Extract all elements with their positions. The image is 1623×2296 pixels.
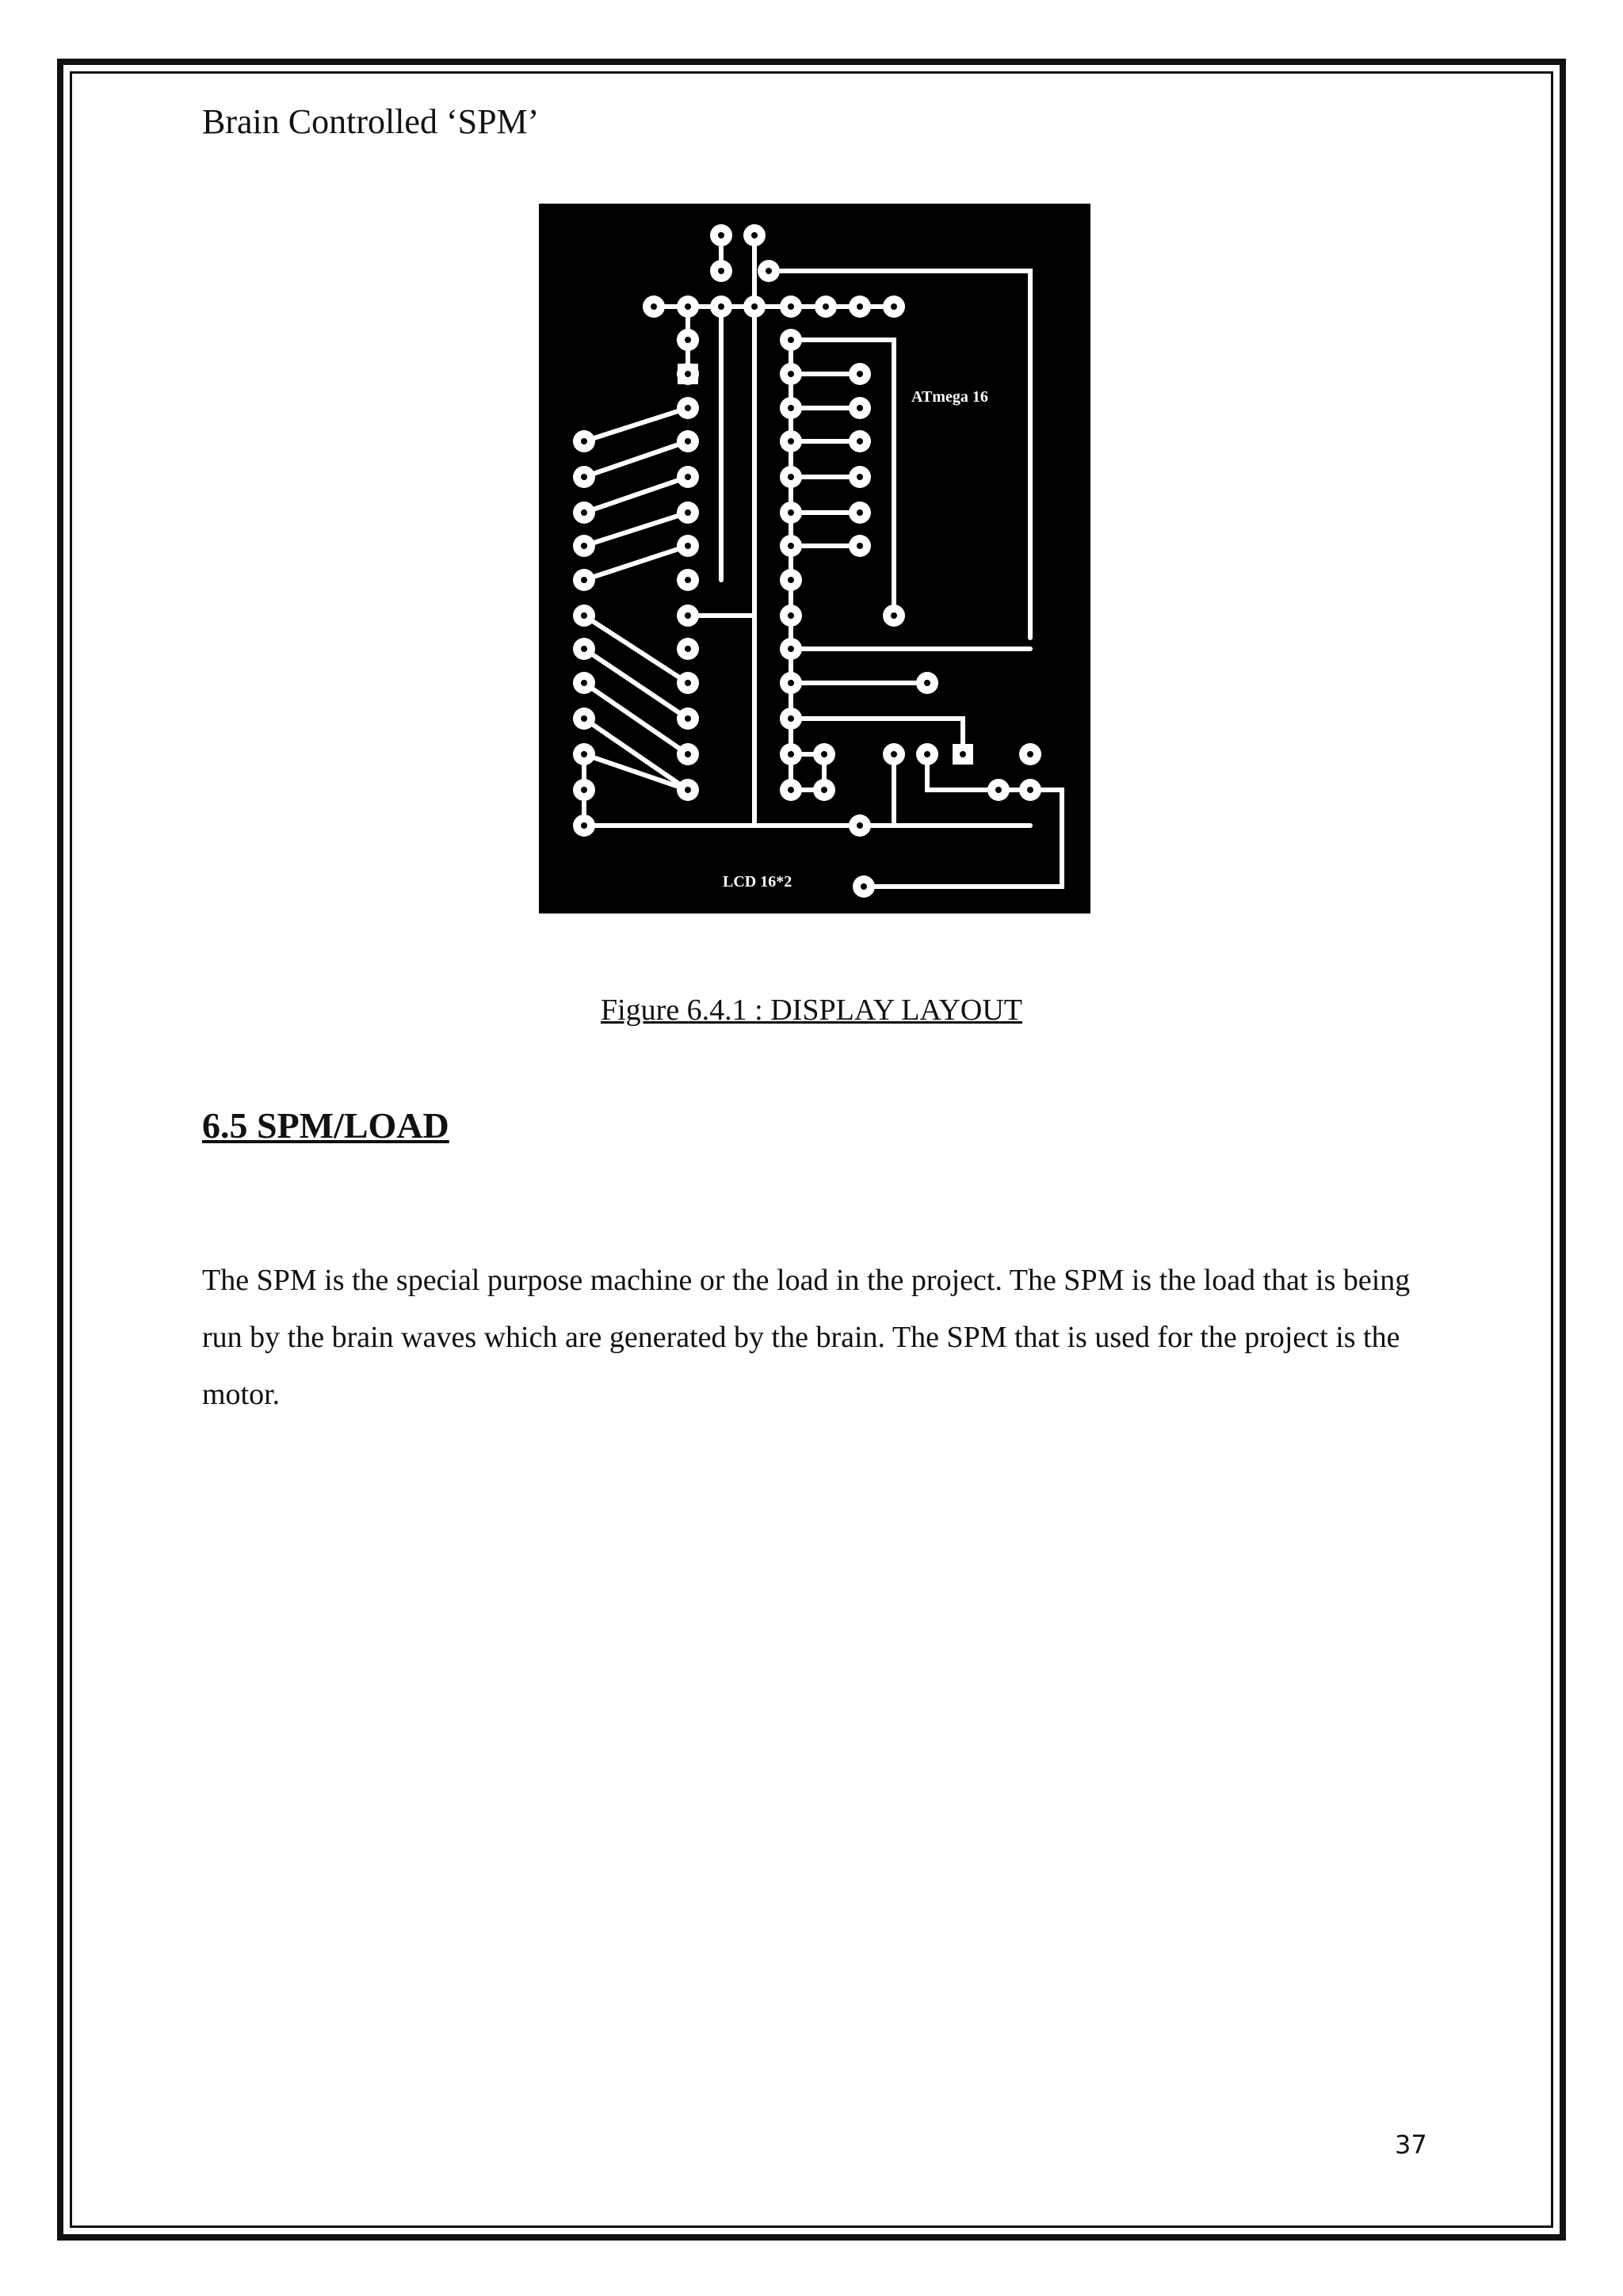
pcb-hole [685, 646, 691, 652]
pcb-hole [821, 787, 827, 793]
pcb-hole [581, 474, 587, 480]
pcb-hole [924, 751, 930, 757]
pcb-layout-figure [539, 204, 1090, 913]
pcb-hole [685, 438, 691, 444]
lcd-label: LCD 16*2 [723, 873, 792, 891]
pcb-hole [718, 303, 724, 310]
pcb-hole [581, 751, 587, 757]
pcb-hole [581, 509, 587, 516]
pcb-hole [581, 680, 587, 686]
pcb-hole [857, 474, 863, 480]
pcb-hole [685, 543, 691, 549]
figure-caption: Figure 6.4.1 : DISPLAY LAYOUT [600, 994, 1023, 1027]
pcb-hole [581, 438, 587, 444]
pcb-hole [788, 303, 794, 310]
pcb-hole [581, 646, 587, 652]
page-number: 37 [1395, 2130, 1427, 2160]
pcb-hole [788, 751, 794, 757]
pcb-hole [788, 509, 794, 516]
pcb-hole [857, 543, 863, 549]
pcb-hole [751, 303, 758, 310]
pcb-hole [685, 371, 691, 377]
pcb-hole [823, 303, 829, 310]
pcb-hole [788, 577, 794, 583]
pcb-hole [581, 543, 587, 549]
pcb-hole [651, 303, 657, 310]
pcb-hole [788, 612, 794, 619]
pcb-hole [857, 509, 863, 516]
pcb-hole [857, 371, 863, 377]
pcb-hole [685, 303, 691, 310]
pcb-hole [924, 680, 930, 686]
pcb-hole [581, 612, 587, 619]
section-heading: 6.5 SPM/LOAD [202, 1105, 449, 1146]
pcb-hole [685, 680, 691, 686]
pcb-hole [751, 232, 758, 238]
pcb-hole [788, 680, 794, 686]
pcb-hole [891, 751, 897, 757]
running-header: Brain Controlled ‘SPM’ [202, 102, 540, 141]
pcb-hole [788, 371, 794, 377]
pcb-hole [788, 405, 794, 411]
pcb-hole [788, 646, 794, 652]
pcb-hole [581, 822, 587, 829]
pcb-hole [766, 268, 772, 274]
pcb-hole [685, 509, 691, 516]
pcb-hole [788, 543, 794, 549]
pcb-hole [788, 474, 794, 480]
pcb-hole [685, 715, 691, 722]
pcb-hole [891, 612, 897, 619]
pcb-hole [861, 883, 867, 890]
pcb-hole [581, 577, 587, 583]
pcb-hole [685, 751, 691, 757]
pcb-hole [685, 577, 691, 583]
pcb-hole [857, 438, 863, 444]
pcb-hole [857, 822, 863, 829]
pcb-hole [857, 303, 863, 310]
pcb-hole [788, 438, 794, 444]
pcb-hole [685, 405, 691, 411]
pcb-hole [1027, 751, 1033, 757]
pcb-hole [718, 232, 724, 238]
pcb-hole [857, 405, 863, 411]
body-paragraph: The SPM is the special purpose machine or the load in the project. The SPM is the load that is being run by the brain waves which are generated by the brain. The SPM that is used for the project is the motor. [202, 1264, 1411, 1411]
chip-label: ATmega 16 [911, 388, 988, 406]
pcb-hole [581, 787, 587, 793]
pcb-hole [788, 337, 794, 343]
pcb-hole [685, 612, 691, 619]
pcb-hole [960, 751, 966, 757]
pcb-hole [1027, 787, 1033, 793]
pcb-hole [995, 787, 1002, 793]
pcb-hole [685, 474, 691, 480]
pcb-hole [581, 715, 587, 722]
pcb-hole [685, 337, 691, 343]
pcb-hole [821, 751, 827, 757]
pcb-hole [788, 715, 794, 722]
pcb-hole [788, 787, 794, 793]
pcb-hole [718, 268, 724, 274]
pcb-hole [685, 787, 691, 793]
pcb-hole [891, 303, 897, 310]
